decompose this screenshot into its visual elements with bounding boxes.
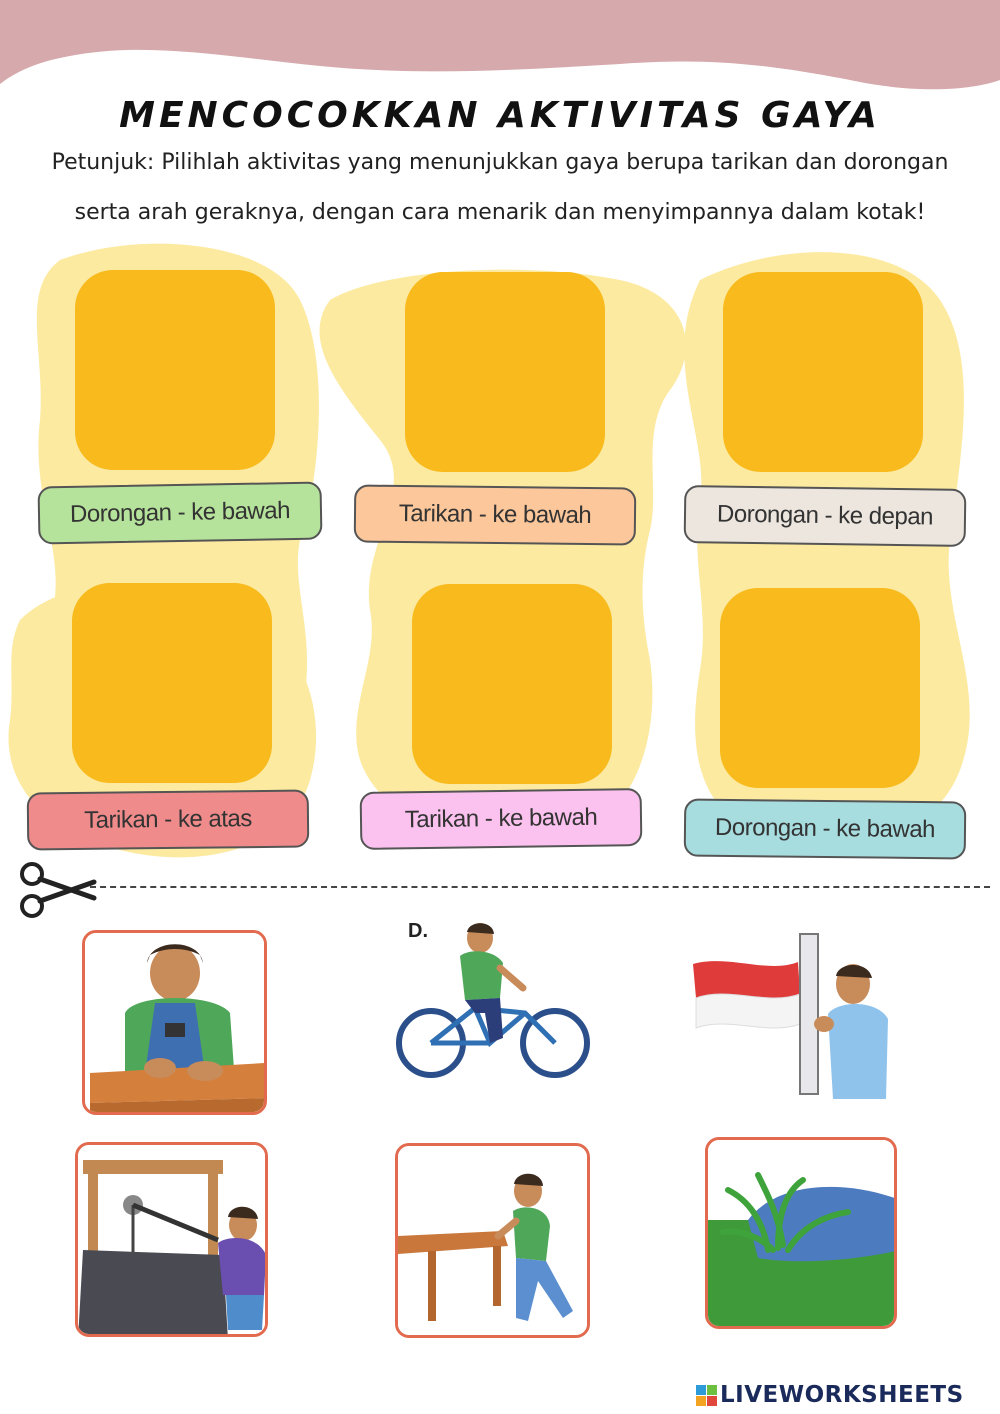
worksheet-title: MENCOCOKKAN AKTIVITAS GAYA bbox=[119, 95, 881, 136]
drop-box-4[interactable] bbox=[72, 583, 272, 783]
brand-name: LIVEWORKSHEETS bbox=[720, 1382, 964, 1408]
liveworksheets-mark-icon bbox=[696, 1385, 717, 1406]
instruction-line-2: serta arah geraknya, dengan cara menarik dan menyimpannya dalam kotak! bbox=[74, 200, 926, 225]
target-label-1: Dorongan - ke bawah bbox=[38, 482, 323, 545]
card-pushing-table[interactable] bbox=[395, 1143, 590, 1338]
drop-box-6[interactable] bbox=[720, 588, 920, 788]
card-hammering[interactable] bbox=[82, 930, 267, 1115]
target-label-2: Tarikan - ke bawah bbox=[354, 485, 637, 546]
card-plant-rock[interactable] bbox=[705, 1137, 897, 1329]
drop-box-2[interactable] bbox=[405, 272, 605, 472]
card-cycling[interactable] bbox=[395, 918, 590, 1093]
drawing-well-water-icon bbox=[78, 1145, 268, 1337]
target-label-5: Tarikan - ke bawah bbox=[360, 788, 643, 850]
drop-box-1[interactable] bbox=[75, 270, 275, 470]
pushing-table-icon bbox=[398, 1146, 590, 1338]
plant-on-rock-icon bbox=[708, 1140, 897, 1329]
header-wave-band bbox=[0, 0, 1000, 100]
hammering-boy-icon bbox=[85, 933, 267, 1115]
instruction-line-1: Petunjuk: Pilihlah aktivitas yang menunjukkan gaya berupa tarikan dan dorongan bbox=[51, 150, 949, 175]
scissors-icon bbox=[18, 862, 98, 918]
target-label-3: Dorongan - ke depan bbox=[684, 485, 967, 547]
drop-box-5[interactable] bbox=[412, 584, 612, 784]
drop-box-3[interactable] bbox=[723, 272, 923, 472]
cycling-boy-icon bbox=[395, 918, 590, 1093]
card-corner-label: D. bbox=[408, 920, 428, 942]
target-label-4: Tarikan - ke atas bbox=[27, 790, 310, 851]
cut-line bbox=[90, 886, 990, 888]
card-well[interactable] bbox=[75, 1142, 268, 1337]
target-label-6: Dorongan - ke bawah bbox=[684, 799, 967, 860]
raising-flag-icon bbox=[688, 924, 923, 1099]
card-flag[interactable] bbox=[688, 924, 923, 1099]
liveworksheets-logo bbox=[696, 1382, 964, 1408]
